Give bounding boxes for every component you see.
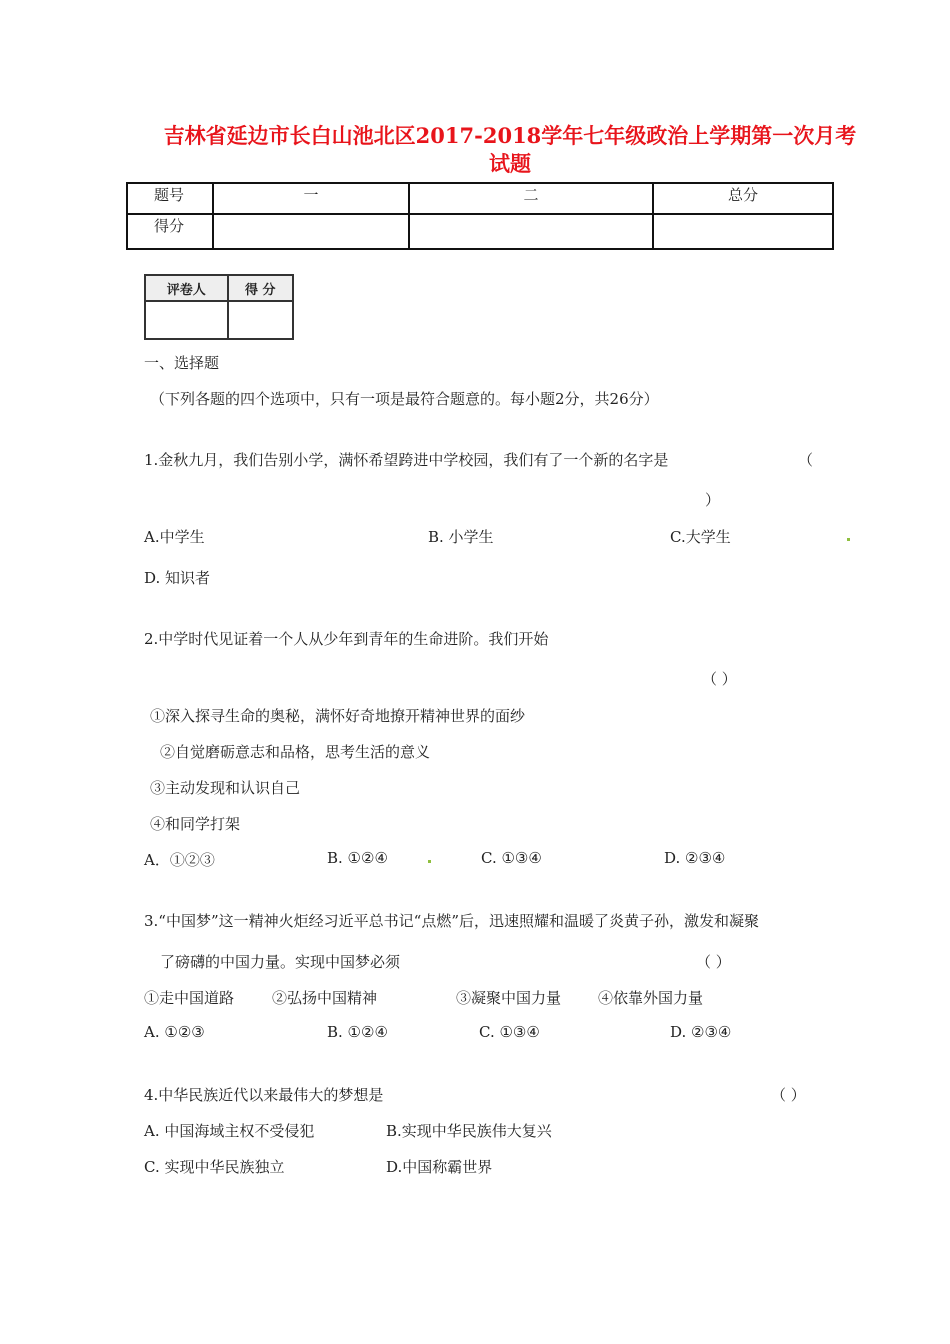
score-table [126, 182, 834, 250]
question-4-bracket: （ ） [771, 1086, 806, 1104]
grader-cell [228, 301, 293, 339]
score-table-cell [213, 214, 409, 249]
stray-dot-mark [847, 538, 850, 541]
document-title-line1: 吉林省延边市长白山池北区2017-2018学年七年级政治上学期第一次月考 [163, 123, 857, 148]
question-3-stem-line2: 了磅礴的中国力量。实现中国梦必须 [160, 953, 401, 971]
question-3-item-2: ②弘扬中国精神 [272, 989, 378, 1007]
question-1-option-c: C.大学生 [670, 528, 731, 546]
question-3-stem-line1: 3.“中国梦”这一精神火炬经习近平总书记“点燃”后，迅速照耀和温暖了炎黄子孙，激发和凝聚 [144, 912, 759, 930]
question-4-option-d: D.中国称霸世界 [386, 1158, 493, 1176]
question-2-option-b: B. ①②④ [327, 849, 388, 867]
score-table-header-row [127, 183, 833, 214]
question-3-option-c: C. ①③④ [479, 1023, 540, 1041]
score-table-cell: 总分 [653, 183, 833, 214]
question-1-option-b: B. 小学生 [428, 528, 494, 546]
question-4-stem: 4.中华民族近代以来最伟大的梦想是 [144, 1086, 384, 1104]
score-table-cell: 得分 [127, 214, 213, 249]
score-table-score-row [127, 214, 833, 249]
score-table-cell [409, 214, 653, 249]
question-2-option-c: C. ①③④ [481, 849, 542, 867]
question-3-bracket: （ ） [696, 953, 731, 971]
score-table-cell: 题号 [127, 183, 213, 214]
question-2-item-4: ④和同学打架 [150, 815, 241, 833]
question-3-option-d: D. ②③④ [670, 1023, 732, 1041]
question-2-item-2: ②自觉磨砺意志和品格，思考生活的意义 [160, 743, 431, 761]
grader-header: 得 分 [228, 275, 293, 301]
score-table-cell: 一 [213, 183, 409, 214]
question-3-item-3: ③凝聚中国力量 [456, 989, 562, 1007]
question-2-bracket: （ ） [702, 670, 737, 688]
grader-table [144, 274, 294, 340]
question-4-option-b: B.实现中华民族伟大复兴 [386, 1122, 552, 1140]
section-instruction: （下列各题的四个选项中，只有一项是最符合题意的。每小题2分，共26分） [150, 390, 659, 408]
question-1-bracket-open: （ [798, 451, 814, 469]
score-table-cell [653, 214, 833, 249]
question-2-item-1: ①深入探寻生命的奥秘，满怀好奇地撩开精神世界的面纱 [150, 707, 526, 725]
document-title-line2: 试题 [489, 151, 531, 176]
question-1-option-a: A.中学生 [144, 528, 205, 546]
question-1-stem: 1.金秋九月，我们告别小学，满怀希望跨进中学校园，我们有了一个新的名字是 [144, 451, 669, 469]
score-table-cell: 二 [409, 183, 653, 214]
grader-header: 评卷人 [145, 275, 228, 301]
question-3-option-a: A. ①②③ [144, 1023, 205, 1041]
question-1-bracket-close: ） [705, 491, 721, 509]
question-2-item-3: ③主动发现和认识自己 [150, 779, 301, 797]
question-3-option-b: B. ①②④ [327, 1023, 388, 1041]
question-3-item-4: ④依靠外国力量 [598, 989, 704, 1007]
section-heading: 一、选择题 [144, 354, 220, 372]
question-4-option-c: C. 实现中华民族独立 [144, 1158, 285, 1176]
question-4-option-a: A. 中国海域主权不受侵犯 [144, 1122, 315, 1140]
question-3-item-1: ①走中国道路 [144, 989, 235, 1007]
question-2-option-d: D. ②③④ [664, 849, 726, 867]
question-1-option-d: D. 知识者 [144, 569, 211, 587]
stray-dot-mark [428, 860, 431, 863]
question-2-stem: 2.中学时代见证着一个人从少年到青年的生命进阶。我们开始 [144, 630, 549, 648]
question-2-option-a: A．①②③ [144, 851, 215, 869]
grader-cell [145, 301, 228, 339]
